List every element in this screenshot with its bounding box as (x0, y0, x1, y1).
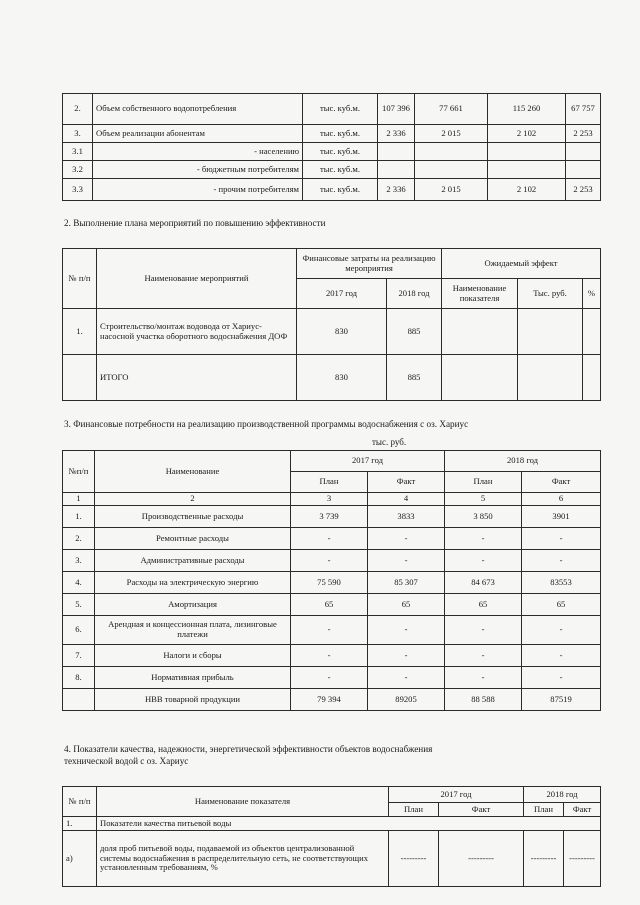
value-cell: 65 (368, 594, 445, 616)
value-cell: 65 (445, 594, 522, 616)
table-row (63, 506, 601, 528)
value-cell: --------- (564, 831, 601, 887)
row-number: 3. (63, 125, 93, 143)
header-plan: План (291, 472, 368, 493)
empty-cell (442, 355, 518, 401)
section-3-title: 3. Финансовые потребности на реализацию производственной программы водоснабжения с оз. Хариус (64, 419, 469, 429)
table-row (63, 667, 601, 689)
header-year-2018: 2018 год (387, 279, 442, 309)
value-cell: - (522, 645, 601, 667)
row-name: Расходы на электрическую энергию (95, 572, 291, 594)
value-cell: 67 757 (566, 94, 601, 125)
value-cell: - (368, 667, 445, 689)
index-cell: 1 (63, 493, 95, 506)
value-cell (566, 161, 601, 179)
row-number: 1. (63, 817, 97, 831)
value-cell (566, 143, 601, 161)
value-cell: - (291, 645, 368, 667)
row-number: 1. (63, 309, 97, 355)
quality-indicators-table (62, 786, 601, 887)
value-cell: - (291, 550, 368, 572)
row-name: доля проб питьевой воды, подаваемой из объектов централизованной системы водоснабжения в распределительную сеть, не соответствующих установленным требованиям, % (97, 831, 389, 887)
table-row (63, 125, 601, 143)
value-cell: 77 661 (415, 94, 488, 125)
value-cell: 79 394 (291, 689, 368, 711)
value-cell: 885 (387, 309, 442, 355)
row-number: 3.3 (63, 179, 93, 201)
empty-cell (442, 309, 518, 355)
empty-cell (518, 355, 583, 401)
empty-cell (583, 355, 601, 401)
financial-needs-table (62, 450, 601, 711)
header-year-2017: 2017 год (291, 451, 445, 472)
header-rub: Тыс. руб. (518, 279, 583, 309)
row-name: Объем реализации абонентам (93, 125, 303, 143)
value-cell (415, 143, 488, 161)
value-cell: 3 739 (291, 506, 368, 528)
table-row (63, 550, 601, 572)
row-name: - населению (93, 143, 303, 161)
value-cell: 3901 (522, 506, 601, 528)
value-cell: 85 307 (368, 572, 445, 594)
value-cell: 65 (522, 594, 601, 616)
value-cell: 2 015 (415, 125, 488, 143)
row-name: Административные расходы (95, 550, 291, 572)
value-cell: 2 253 (566, 179, 601, 201)
row-number: 1. (63, 506, 95, 528)
section-4-title-line-2: технической водой с оз. Хариус (64, 755, 189, 766)
row-number: 2. (63, 94, 93, 125)
header-pct: % (583, 279, 601, 309)
value-cell: - (368, 550, 445, 572)
value-cell (488, 161, 566, 179)
row-name: Налоги и сборы (95, 645, 291, 667)
value-cell (488, 143, 566, 161)
row-name: Нормативная прибыль (95, 667, 291, 689)
index-row (63, 493, 601, 506)
value-cell: - (445, 616, 522, 645)
header-fact: Факт (439, 803, 524, 817)
table-row (63, 689, 601, 711)
header-fact: Факт (564, 803, 601, 817)
table-row (63, 94, 601, 125)
row-number: 8. (63, 667, 95, 689)
value-cell: 2 253 (566, 125, 601, 143)
row-number: 2. (63, 528, 95, 550)
row-unit: тыс. куб.м. (303, 125, 378, 143)
header-num: №п/п (63, 451, 95, 493)
header-year-2017: 2017 год (297, 279, 387, 309)
value-cell: 2 102 (488, 125, 566, 143)
table-header-row (63, 787, 601, 803)
value-cell: 83553 (522, 572, 601, 594)
row-name: Амортизация (95, 594, 291, 616)
header-costs: Финансовые затраты на реализацию мероприятия (297, 249, 442, 279)
value-cell: 885 (387, 355, 442, 401)
value-cell: --------- (524, 831, 564, 887)
value-cell: 115 260 (488, 94, 566, 125)
header-plan: План (445, 472, 522, 493)
header-year-2017: 2017 год (389, 787, 524, 803)
header-fact: Факт (368, 472, 445, 493)
row-unit: тыс. куб.м. (303, 143, 378, 161)
table-row (63, 594, 601, 616)
value-cell: - (522, 550, 601, 572)
water-volume-table (62, 93, 601, 201)
value-cell (378, 161, 415, 179)
value-cell: 107 396 (378, 94, 415, 125)
value-cell: 2 336 (378, 179, 415, 201)
value-cell: - (445, 550, 522, 572)
value-cell: 2 336 (378, 125, 415, 143)
row-number: 3.1 (63, 143, 93, 161)
row-name: Показатели качества питьевой воды (97, 817, 601, 831)
value-cell (415, 161, 488, 179)
table-row (63, 161, 601, 179)
row-unit: тыс. куб.м. (303, 179, 378, 201)
value-cell: 65 (291, 594, 368, 616)
value-cell: - (291, 667, 368, 689)
value-cell: 3833 (368, 506, 445, 528)
row-name: Строительство/монтаж водовода от Хариус-насосной участка оборотного водоснабжения ДОФ (97, 309, 297, 355)
row-name: - бюджетным потребителям (93, 161, 303, 179)
table-row (63, 309, 601, 355)
value-cell: - (522, 616, 601, 645)
value-cell: 3 850 (445, 506, 522, 528)
value-cell: 2 015 (415, 179, 488, 201)
header-num: № п/п (63, 249, 97, 309)
empty-cell (583, 309, 601, 355)
value-cell: - (522, 528, 601, 550)
value-cell: - (522, 667, 601, 689)
table-row (63, 572, 601, 594)
table-header-row (63, 451, 601, 472)
row-number: а) (63, 831, 97, 887)
value-cell: 830 (297, 355, 387, 401)
empty-cell (518, 309, 583, 355)
row-number (63, 689, 95, 711)
value-cell: --------- (389, 831, 439, 887)
header-name: Наименование (95, 451, 291, 493)
section-4-title (64, 744, 432, 768)
table-row (63, 528, 601, 550)
row-number: 6. (63, 616, 95, 645)
index-cell: 4 (368, 493, 445, 506)
row-name: Ремонтные расходы (95, 528, 291, 550)
row-number: 7. (63, 645, 95, 667)
value-cell: - (368, 645, 445, 667)
header-indicator: Наименование показателя (442, 279, 518, 309)
value-cell: - (445, 528, 522, 550)
value-cell: 75 590 (291, 572, 368, 594)
row-number: 3.2 (63, 161, 93, 179)
header-name: Наименование мероприятий (97, 249, 297, 309)
value-cell: 830 (297, 309, 387, 355)
value-cell: 89205 (368, 689, 445, 711)
section-2-title: 2. Выполнение плана мероприятий по повышению эффективности (64, 218, 326, 228)
table-row (63, 179, 601, 201)
value-cell: - (445, 667, 522, 689)
header-year-2018: 2018 год (445, 451, 601, 472)
value-cell: - (291, 528, 368, 550)
header-num: № п/п (63, 787, 97, 817)
value-cell: 84 673 (445, 572, 522, 594)
row-number: 5. (63, 594, 95, 616)
index-cell: 2 (95, 493, 291, 506)
header-fact: Факт (522, 472, 601, 493)
value-cell: 2 102 (488, 179, 566, 201)
row-unit: тыс. куб.м. (303, 161, 378, 179)
value-cell: - (291, 616, 368, 645)
row-name: НВВ товарной продукции (95, 689, 291, 711)
value-cell (378, 143, 415, 161)
index-cell: 3 (291, 493, 368, 506)
value-cell: - (368, 528, 445, 550)
section-4-title-line-1: 4. Показатели качества, надежности, энергетической эффективности объектов водоснабжения (64, 744, 433, 754)
row-number: 4. (63, 572, 95, 594)
row-name: Арендная и концессионная плата, лизинговые платежи (95, 616, 291, 645)
table-row (63, 645, 601, 667)
table-group-row (63, 817, 601, 831)
header-plan: План (389, 803, 439, 817)
header-plan: План (524, 803, 564, 817)
index-cell: 5 (445, 493, 522, 506)
index-cell: 6 (522, 493, 601, 506)
value-cell: --------- (439, 831, 524, 887)
row-name: ИТОГО (97, 355, 297, 401)
table-row (63, 831, 601, 887)
row-name: Производственные расходы (95, 506, 291, 528)
value-cell: 87519 (522, 689, 601, 711)
row-unit: тыс. куб.м. (303, 94, 378, 125)
row-name: Объем собственного водопотребления (93, 94, 303, 125)
header-effect: Ожидаемый эффект (442, 249, 601, 279)
table-header-row (63, 249, 601, 279)
header-name: Наименование показателя (97, 787, 389, 817)
table-row (63, 616, 601, 645)
units-label: тыс. руб. (372, 437, 407, 447)
value-cell: - (445, 645, 522, 667)
header-year-2018: 2018 год (524, 787, 601, 803)
value-cell: - (368, 616, 445, 645)
row-number (63, 355, 97, 401)
table-row (63, 355, 601, 401)
value-cell: 88 588 (445, 689, 522, 711)
table-row (63, 143, 601, 161)
row-number: 3. (63, 550, 95, 572)
efficiency-measures-table (62, 248, 601, 401)
row-name: - прочим потребителям (93, 179, 303, 201)
